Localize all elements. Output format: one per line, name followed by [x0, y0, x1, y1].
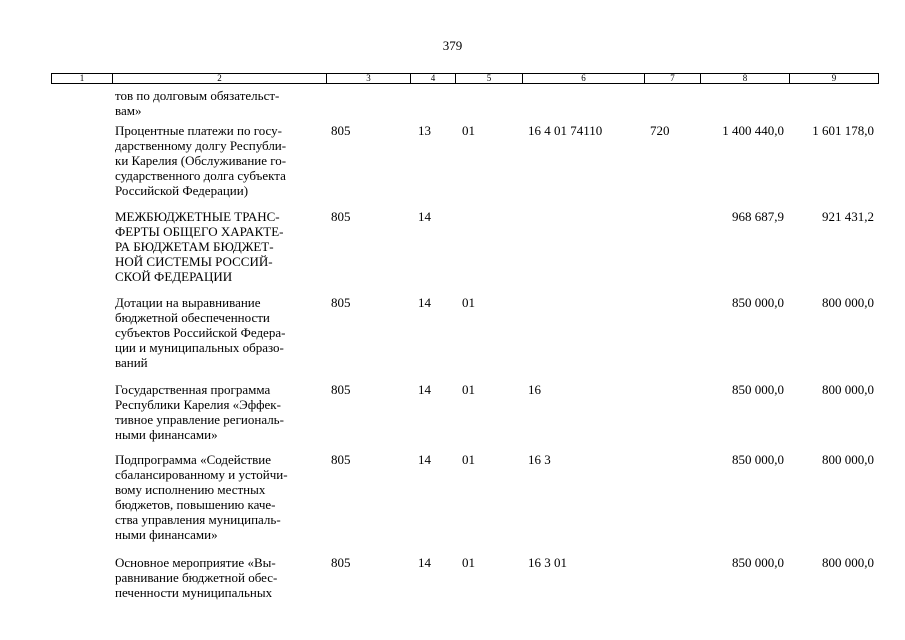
header-col-1: 1 — [79, 73, 85, 83]
col-9-value: 1 601 178,0 — [812, 123, 874, 138]
col-9-value: 800 000,0 — [822, 452, 874, 467]
col-3-value: 805 — [331, 452, 351, 467]
header-col-3: 3 — [326, 74, 410, 83]
col-5-value: 01 — [462, 123, 475, 138]
row-description: тов по долговым обязательст- вам» — [115, 88, 280, 118]
col-6-value: 16 3 — [528, 452, 551, 467]
col-6-value: 16 4 01 74110 — [528, 123, 603, 138]
col-4-value: 14 — [418, 209, 431, 224]
col-9-value: 800 000,0 — [822, 382, 874, 397]
col-8-value: 968 687,9 — [732, 209, 784, 224]
col-9-value: 800 000,0 — [822, 555, 874, 570]
col-4-value: 14 — [418, 295, 431, 310]
col-8-value: 850 000,0 — [732, 555, 784, 570]
col-8-value: 1 400 440,0 — [722, 123, 784, 138]
col-9-value: 921 431,2 — [822, 209, 874, 224]
header-col-2: 2 — [112, 74, 326, 83]
header-col-8: 8 — [700, 74, 789, 83]
col-8-value: 850 000,0 — [732, 382, 784, 397]
row-description: Подпрограмма «Содействие сбалансированному и устойчи- вому исполнению местных бюджетов, повышению каче- ства управления муниципаль- ными финансами» — [115, 452, 288, 542]
row-description: Дотации на выравнивание бюджетной обеспеченности субъектов Российской Федера- ции и муниципальных образо- ваний — [115, 295, 286, 370]
header-col-7: 7 — [644, 74, 700, 83]
col-7-value: 720 — [650, 123, 670, 138]
col-5-value: 01 — [462, 452, 475, 467]
header-col-6: 6 — [522, 74, 644, 83]
col-5-value: 01 — [462, 555, 475, 570]
page-number: 379 — [442, 38, 463, 53]
col-3-value: 805 — [331, 555, 351, 570]
col-6-value: 16 3 01 — [528, 555, 567, 570]
col-3-value: 805 — [331, 123, 351, 138]
col-9-value: 800 000,0 — [822, 295, 874, 310]
col-4-value: 14 — [418, 452, 431, 467]
col-4-value: 14 — [418, 382, 431, 397]
col-5-value: 01 — [462, 382, 475, 397]
col-3-value: 805 — [331, 382, 351, 397]
col-8-value: 850 000,0 — [732, 295, 784, 310]
header-col-4: 4 — [410, 74, 455, 83]
row-description: Процентные платежи по госу- дарственному долгу Республи- ки Карелия (Обслуживание го- сударственного долга субъекта Российской Федерации) — [115, 123, 287, 198]
header-col-9: 9 — [789, 74, 878, 83]
row-description: Государственная программа Республики Карелия «Эффек- тивное управление региональ- ными финансами» — [115, 382, 284, 442]
col-3-value: 805 — [331, 295, 351, 310]
col-3-value: 805 — [331, 209, 351, 224]
row-description: МЕЖБЮДЖЕТНЫЕ ТРАНС- ФЕРТЫ ОБЩЕГО ХАРАКТЕ- РА БЮДЖЕТАМ БЮДЖЕТ- НОЙ СИСТЕМЫ РОССИЙ- СКОЙ ФЕДЕРАЦИИ — [115, 209, 284, 284]
col-4-value: 13 — [418, 123, 431, 138]
header-col-5: 5 — [455, 74, 522, 83]
row-description: Основное мероприятие «Вы- равнивание бюджетной обес- печенности муниципальных — [115, 555, 278, 600]
col-8-value: 850 000,0 — [732, 452, 784, 467]
col-5-value: 01 — [462, 295, 475, 310]
col-4-value: 14 — [418, 555, 431, 570]
col-6-value: 16 — [528, 382, 541, 397]
table-header-row — [51, 73, 879, 84]
